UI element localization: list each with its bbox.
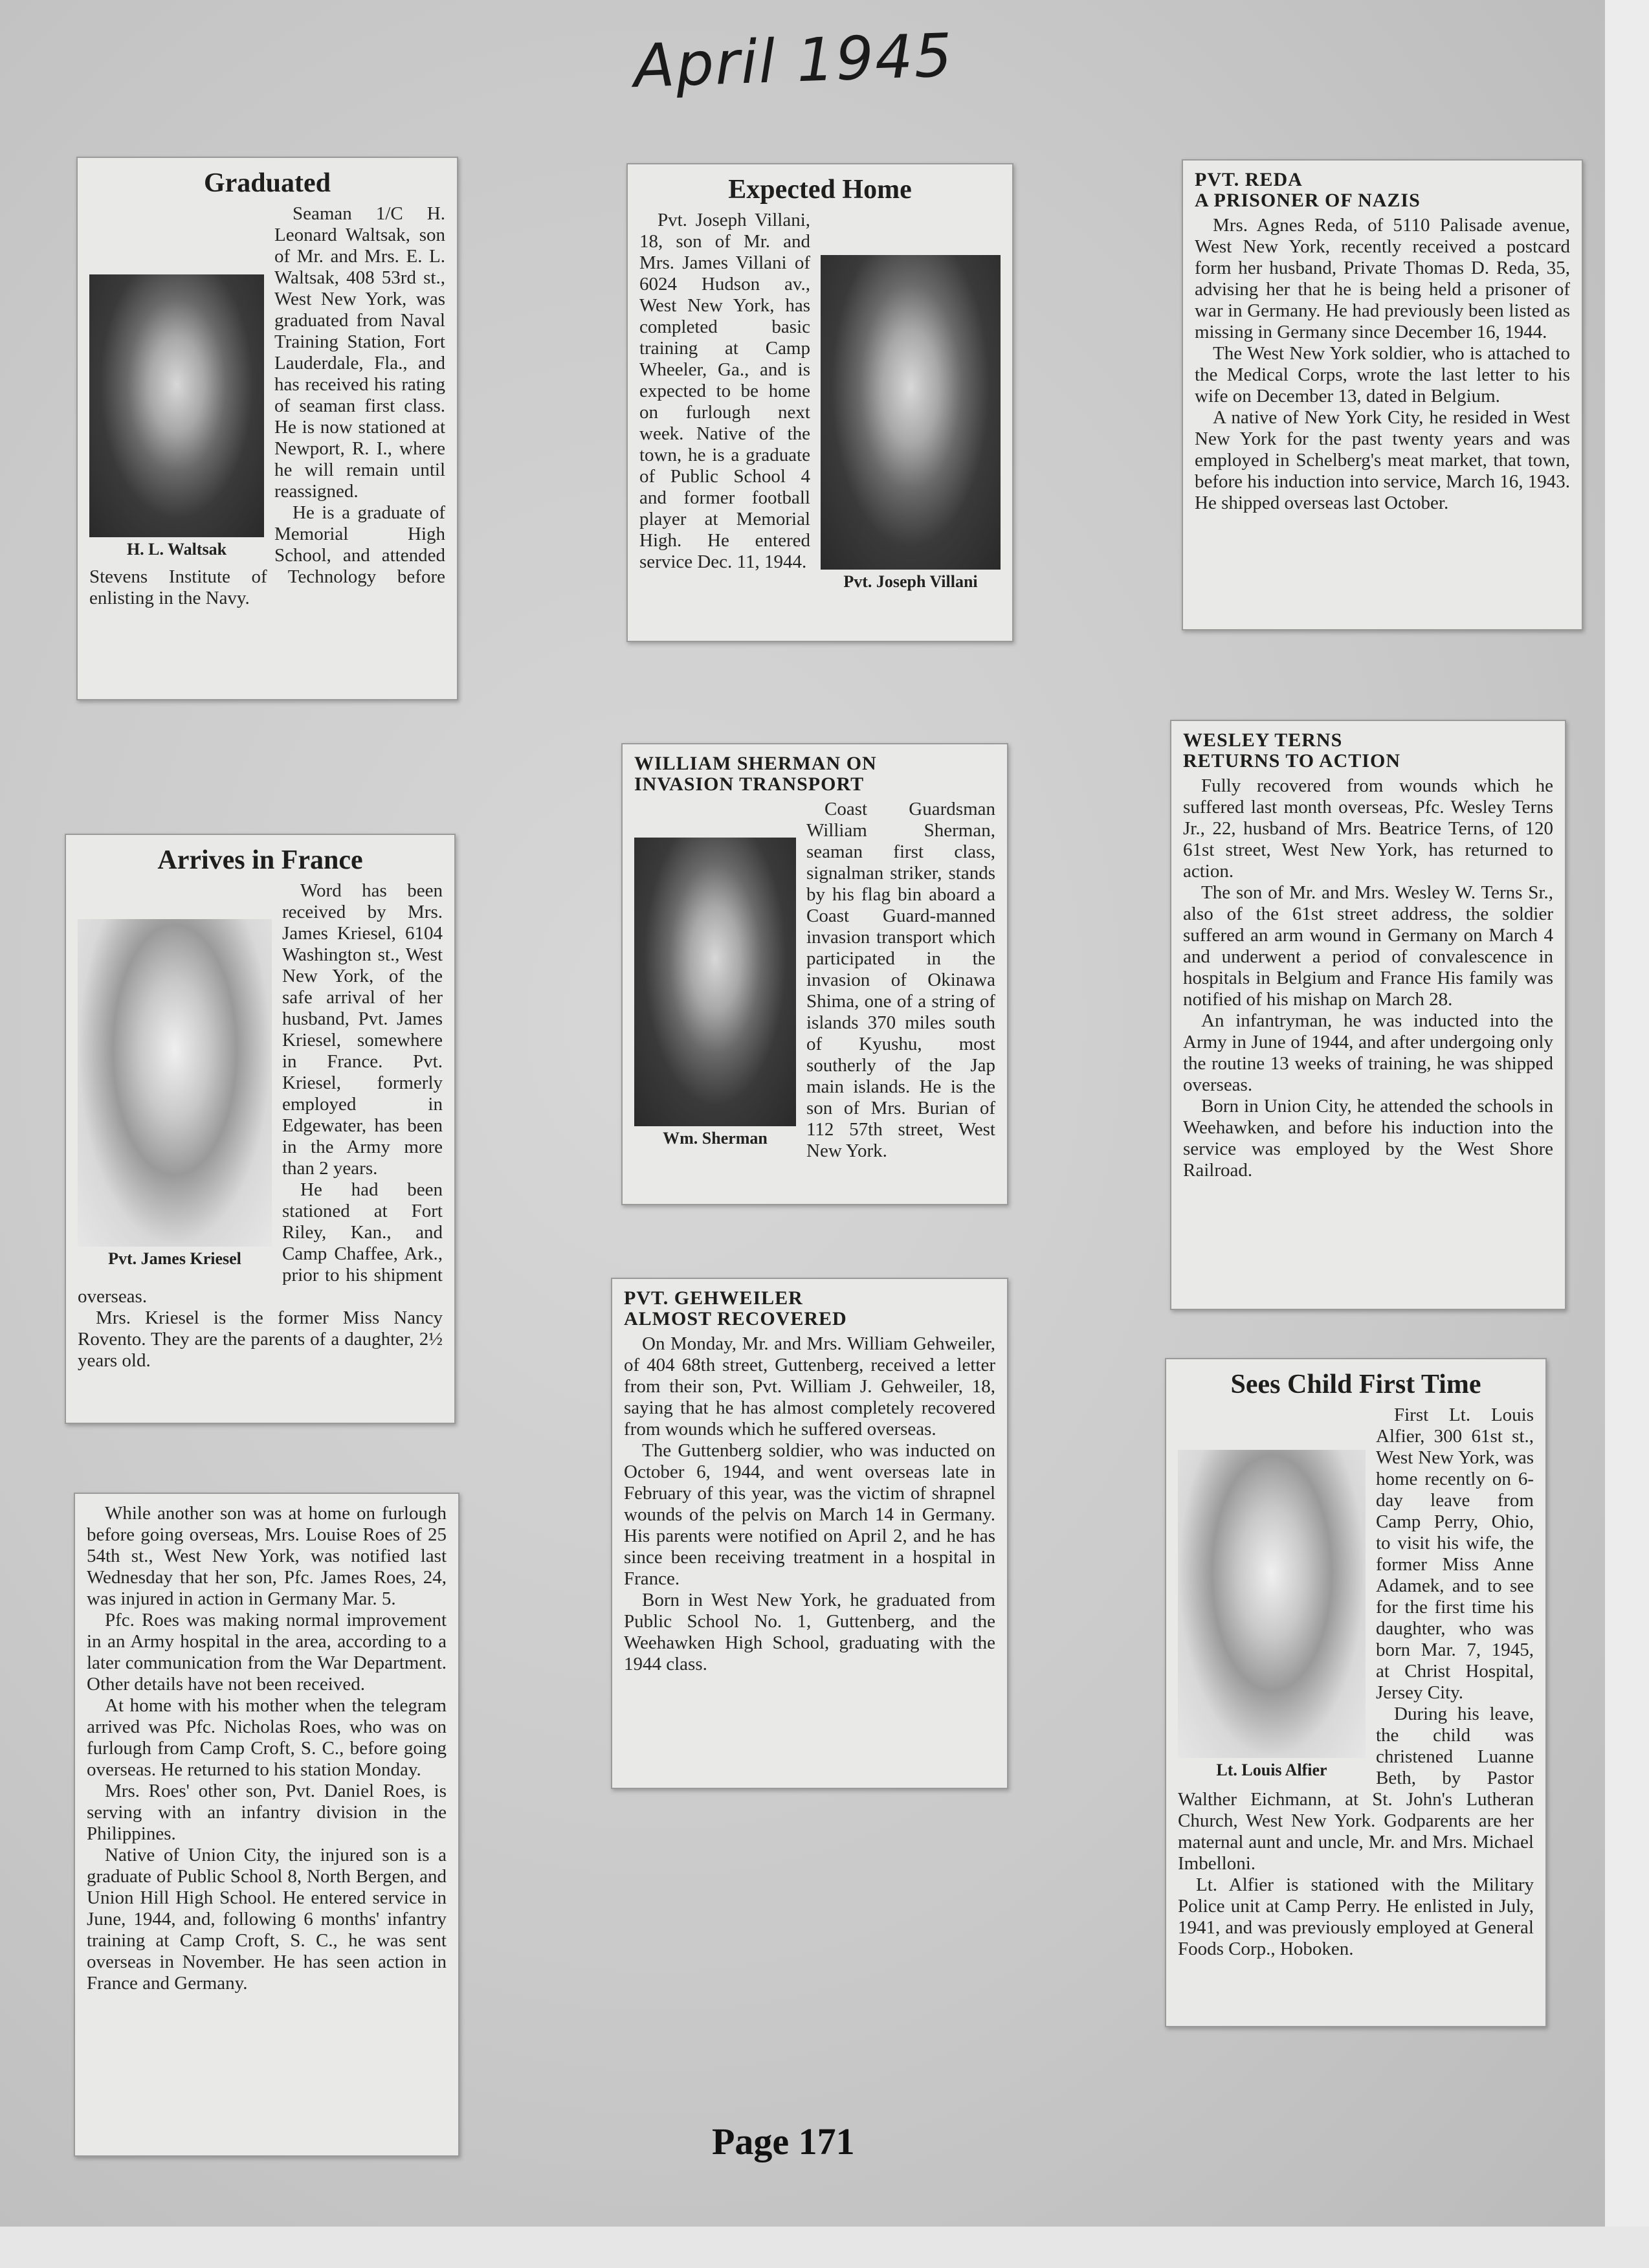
headline-line: INVASION TRANSPORT [634, 773, 865, 795]
article-paragraph: Lt. Alfier is stationed with the Military Police unit at Camp Perry. He enlisted in July, 1941, and was previously employed at General Foods Corp., Hoboken. [1178, 1874, 1534, 1959]
page-bottom-edge [0, 2227, 1649, 2268]
article-paragraph: Mrs. Agnes Reda, of 5110 Palisade avenue, West New York, recently received a postcard form her husband, Private Thomas D. Reda, 35, advising her that he is being held a prisoner of war in Germany. He had previously been listed as missing in Germany since December 16, 1944. [1195, 215, 1570, 342]
article-paragraph: Mrs. Kriesel is the former Miss Nancy Rovento. They are the parents of a daughter, 2½ years old. [78, 1307, 443, 1371]
article-paragraph: A native of New York City, he resided in West New York for the past twenty years and was employed in Schelberg's meat market, that town, before his induction into service, March 16, 1943. He shipped overseas last October. [1195, 407, 1570, 513]
clipping-graduated [76, 157, 458, 700]
article-paragraph: The Guttenberg soldier, who was inducted on October 6, 1944, and went overseas late in February of this year, was the victim of shrapnel wounds of the pelvis on March 14 in Germany. His parents were notified on April 2, and he has since been receiving treatment in a hospital in France. [624, 1440, 995, 1589]
photo-villani [821, 255, 1001, 592]
article-paragraph: Pvt. Joseph Villani, 18, son of Mr. and Mrs. James Villani of 6024 Hudson av., West New York, has completed basic training at Camp Wheeler, Ga., and is expected to be home on furlough next week. Native of the town, he is a graduate of Public School 4 and former football player at Memorial High. He entered service Dec. 11, 1944. [639, 210, 810, 572]
article-paragraph: At home with his mother when the telegram arrived was Pfc. Nicholas Roes, who was on furlough from Camp Croft, S. C., before going overseas. He returned to his station Monday. [87, 1695, 447, 1780]
article-paragraph: He is a graduate of Memorial High School, and attended Stevens Institute of Technology before enlisting in the Navy. [89, 502, 445, 608]
headline-line: RETURNS TO ACTION [1183, 750, 1400, 772]
photo-caption: Pvt. James Kriesel [78, 1247, 272, 1269]
clipping-sees-child-first-time [1165, 1358, 1547, 2027]
photo-alfier [1178, 1450, 1366, 1780]
headline-line: WILLIAM SHERMAN ON [634, 753, 877, 774]
clipping-headline: Expected Home [728, 175, 912, 205]
article-paragraph: Fully recovered from wounds which he suffered last month overseas, Pfc. Wesley Terns Jr., 22, husband of Mrs. Beatrice Terns, of 120 61st street, West New York, has returned to action. [1183, 775, 1553, 882]
article-paragraph: While another son was at home on furlough before going overseas, Mrs. Louise Roes of 25 54th st., West New York, was notified last Wednesday that her son, Pfc. James Roes, 24, was injured in action in Germany Mar. 5. [87, 1503, 447, 1609]
article-paragraph: Native of Union City, the injured son is a graduate of Public School 8, North Bergen, and Union Hill High School. He entered service in June, 1944, and, following 6 months' infantry training at Camp Croft, S. C., he was sent overseas in November. He has seen action in France and Germany. [87, 1845, 447, 1994]
clipping-headline [634, 753, 995, 795]
article-paragraph: Pfc. Roes was making normal improvement in an Army hospital in the area, according to a later communication from the War Department. Other details have not been received. [87, 1610, 447, 1695]
clipping-headline [1183, 730, 1553, 772]
article-paragraph: During his leave, the child was christened Luanne Beth, by Pastor Walther Eichmann, at St. John's Lutheran Church, West New York. Godparents are her maternal aunt and uncle, Mr. and Mrs. Michael Imbelloni. [1178, 1704, 1534, 1874]
article-paragraph: Born in West New York, he graduated from Public School No. 1, Guttenberg, and the Weehawken High School, graduating with the 1944 class. [624, 1590, 995, 1674]
clipping-arrives-in-france [65, 834, 456, 1424]
headline-line: WESLEY TERNS [1183, 729, 1343, 751]
clipping-headline: Graduated [203, 168, 331, 198]
article-paragraph: Word has been received by Mrs. James Kriesel, 6104 Washington st., West New York, of the safe arrival of her husband, Pvt. James Kriesel, somewhere in France. Pvt. Kriesel, formerly employed in Edgewater, has been in the Army more than 2 years. [282, 880, 443, 1179]
clipping-expected-home [626, 163, 1013, 642]
clipping-headline: Arrives in France [157, 845, 363, 875]
article-paragraph: He had been stationed at Fort Riley, Kan., and Camp Chaffee, Ark., prior to his shipment overseas. [78, 1179, 443, 1307]
headline-line: PVT. REDA [1195, 169, 1303, 190]
page-number: Page 171 [712, 2120, 855, 2162]
article-paragraph: Seaman 1/C H. Leonard Waltsak, son of Mr. and Mrs. E. L. Waltsak, 408 53rd st., West New York, was graduated from Naval Training Station, Fort Lauderdale, Fla., and has received his rating of seaman first class. He is now stationed at Newport, R. I., where he will remain until reassigned. [274, 203, 445, 502]
clipping-headline [624, 1288, 995, 1329]
clipping-gehweiler [611, 1278, 1008, 1789]
article-paragraph: Born in Union City, he attended the schools in Weehawken, and before his induction into the service was employed by the West Shore Railroad. [1183, 1096, 1553, 1181]
clipping-sherman [621, 743, 1008, 1205]
page-edge [1605, 0, 1649, 2268]
article-paragraph: First Lt. Louis Alfier, 300 61st st., West New York, was home recently on 6-day leave from Camp Perry, Ohio, to visit his wife, the former Miss Anne Adamek, and to see for the first time his daughter, who was born Mar. 7, 1945, at Christ Hospital, Jersey City. [1376, 1405, 1534, 1703]
headline-line: A PRISONER OF NAZIS [1195, 190, 1421, 211]
article-paragraph: The son of Mr. and Mrs. Wesley W. Terns Sr., also of the 61st street address, the soldier suffered an arm wound in Germany on March 4 and underwent a period of convalescence in hospitals in Belgium and France His family was notified of his mishap on March 28. [1183, 882, 1553, 1010]
photo-caption: Wm. Sherman [634, 1126, 796, 1148]
photo-caption: Lt. Louis Alfier [1178, 1758, 1366, 1780]
photo-waltsak [89, 274, 264, 559]
article-paragraph: Coast Guardsman William Sherman, seaman first class, signalman striker, stands by his flag bin aboard a Coast Guard-manned invasion transport which participated in the invasion of Okinawa Shima, one of a string of islands 370 miles south of Kyushu, most southerly of the Jap main islands. He is the son of Mrs. Burian of 112 57th street, West New York. [806, 799, 995, 1161]
article-paragraph: An infantryman, he was inducted into the Army in June of 1944, and after undergoing only the routine 13 weeks of training, he was shipped overseas. [1183, 1010, 1553, 1095]
article-paragraph: On Monday, Mr. and Mrs. William Gehweiler, of 404 68th street, Guttenberg, received a letter from their son, Pvt. William J. Gehweiler, 18, saying that he has almost completely recovered from wounds which he suffered overseas. [624, 1333, 995, 1440]
headline-line: PVT. GEHWEILER [624, 1287, 803, 1309]
clipping-roes [74, 1493, 459, 2157]
clipping-headline [1195, 170, 1570, 211]
handwritten-date: April 1945 [632, 20, 955, 102]
photo-sherman [634, 838, 796, 1148]
photo-kriesel [78, 919, 272, 1269]
article-paragraph: The West New York soldier, who is attached to the Medical Corps, wrote the last letter to his wife on December 13, dated in Belgium. [1195, 343, 1570, 406]
article-paragraph: Mrs. Roes' other son, Pvt. Daniel Roes, is serving with an infantry division in the Philippines. [87, 1781, 447, 1844]
clipping-reda [1182, 159, 1583, 630]
photo-caption: Pvt. Joseph Villani [821, 570, 1001, 592]
photo-caption: H. L. Waltsak [89, 537, 264, 559]
clipping-headline: Sees Child First Time [1230, 1370, 1481, 1399]
headline-line: ALMOST RECOVERED [624, 1308, 847, 1329]
clipping-terns [1170, 720, 1566, 1310]
